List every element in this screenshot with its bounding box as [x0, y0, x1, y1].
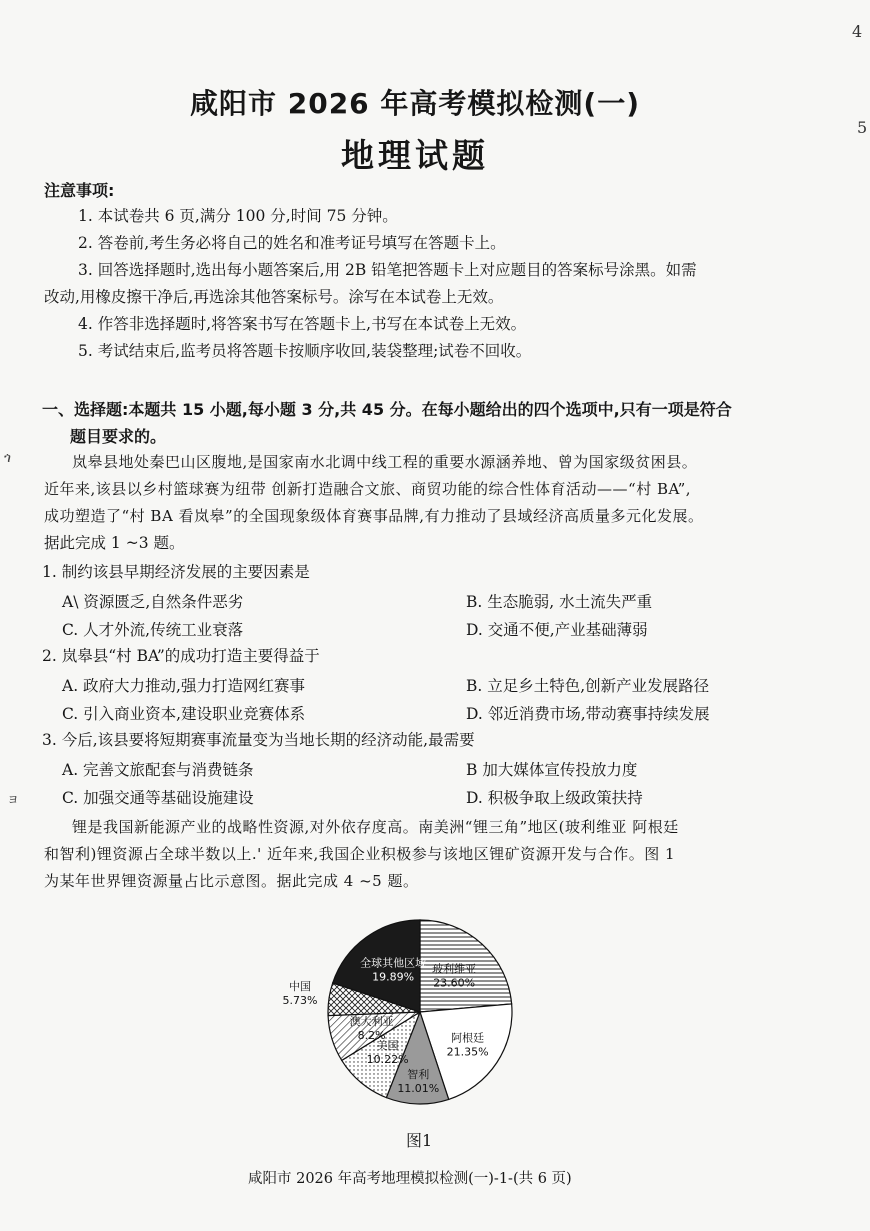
margin-mark-upper: ጎ	[4, 450, 11, 466]
question-3-option-c: C. 加强交通等基础设施建设	[62, 789, 254, 807]
margin-mark-lower: ョ	[6, 791, 20, 807]
question-1-stem: 1. 制约该县早期经济发展的主要因素是	[42, 563, 310, 581]
pie-label-name: 全球其他区域	[360, 956, 427, 970]
notice-item: 改动,用橡皮擦干净后,再选涂其他答案标号。涂写在本试卷上无效。	[44, 288, 504, 306]
pie-label-name: 智利	[407, 1067, 430, 1081]
section-heading: 一、选择题:本题共 15 小题,每小题 3 分,共 45 分。在每小题给出的四个选项中,只有一项是符合	[42, 400, 732, 419]
passage1-line: 近年来,该县以乡村篮球赛为纽带 创新打造融合文旅、商贸功能的综合性体育活动——“村 BA”,	[44, 480, 692, 498]
notice-item: 5. 考试结束后,监考员将答题卡按顺序收回,装袋整理;试卷不回收。	[78, 342, 532, 360]
notice-item: 2. 答卷前,考生务必将自己的姓名和准考证号填写在答题卡上。	[78, 234, 506, 252]
notice-heading: 注意事项:	[44, 181, 115, 200]
page-number-right-mid: 5	[857, 118, 868, 137]
pie-label-name: 美国	[376, 1038, 399, 1052]
question-2-option-d: D. 邻近消费市场,带动赛事持续发展	[466, 705, 710, 723]
notice-item: 4. 作答非选择题时,将答案书写在答题卡上,书写在本试卷上无效。	[78, 315, 527, 333]
lithium-pie-chart	[280, 900, 580, 1130]
pie-label-value: 8.2%	[357, 1028, 386, 1042]
pie-label-name: 澳大利亚	[349, 1014, 394, 1028]
question-3-option-d: D. 积极争取上级政策扶持	[466, 789, 643, 807]
question-3-option-b: B 加大媒体宣传投放力度	[466, 761, 638, 779]
question-1-option-d: D. 交通不便,产业基础薄弱	[466, 621, 648, 639]
passage1-line: 据此完成 1 ~3 题。	[44, 534, 185, 552]
question-1-option-a: A\ 资源匮乏,自然条件恶劣	[62, 593, 244, 611]
question-2-option-c: C. 引入商业资本,建设职业竞赛体系	[62, 705, 306, 723]
exam-title: 咸阳市 2026 年高考模拟检测(一)	[189, 87, 641, 120]
pie-label-name: 中国	[289, 980, 311, 993]
question-3-stem: 3. 今后,该县要将短期赛事流量变为当地长期的经济动能,最需要	[42, 731, 475, 749]
pie-label-value: 19.89%	[372, 970, 415, 984]
question-2-option-a: A. 政府大力推动,强力打造网红赛事	[62, 677, 305, 695]
exam-subject-title: 地理试题	[341, 136, 489, 175]
section-heading-cont: 题目要求的。	[70, 427, 167, 446]
question-3-option-a: A. 完善文旅配套与消费链条	[62, 761, 254, 779]
pie-label-name: 阿根廷	[451, 1031, 485, 1045]
question-1-option-c: C. 人才外流,传统工业衰落	[62, 621, 244, 639]
pie-label-value: 11.01%	[397, 1081, 440, 1095]
question-2-option-b: B. 立足乡土特色,创新产业发展路径	[466, 677, 710, 695]
figure-caption: 图1	[406, 1131, 433, 1150]
notice-item: 1. 本试卷共 6 页,满分 100 分,时间 75 分钟。	[78, 207, 398, 225]
passage2-line: 为某年世界锂资源量占比示意图。据此完成 4 ~5 题。	[44, 872, 419, 890]
question-1-option-b: B. 生态脆弱, 水土流失严重	[466, 593, 653, 611]
pie-label-value: 10.22%	[366, 1052, 409, 1066]
passage1-line: 岚皋县地处秦巴山区腹地,是国家南水北调中线工程的重要水源涵养地、曾为国家级贫困县。	[72, 453, 698, 471]
pie-label-value: 21.35%	[446, 1045, 489, 1059]
pie-label-name: 玻利维亚	[432, 962, 477, 976]
page-footer: 咸阳市 2026 年高考地理模拟检测(一)-1-(共 6 页)	[248, 1171, 572, 1187]
passage2-line: 和智利)锂资源占全球半数以上.' 近年来,我国企业积极参与该地区锂矿资源开发与合作。图 1	[44, 845, 676, 863]
pie-label-value: 23.60%	[433, 976, 476, 990]
notice-item: 3. 回答选择题时,选出每小题答案后,用 2B 铅笔把答题卡上对应题目的答案标号涂黑。如需	[78, 261, 697, 279]
pie-label-value: 5.73%	[282, 994, 318, 1007]
page-number-top-right: 4	[852, 22, 863, 41]
passage1-line: 成功塑造了“村 BA 看岚皋”的全国现象级体育赛事品牌,有力推动了县域经济高质量多元化发展。	[44, 507, 704, 525]
question-2-stem: 2. 岚皋县“村 BA”的成功打造主要得益于	[42, 647, 320, 665]
passage2-line: 锂是我国新能源产业的战略性资源,对外依存度高。南美洲“锂三角”地区(玻利维亚 阿根廷	[72, 818, 679, 836]
